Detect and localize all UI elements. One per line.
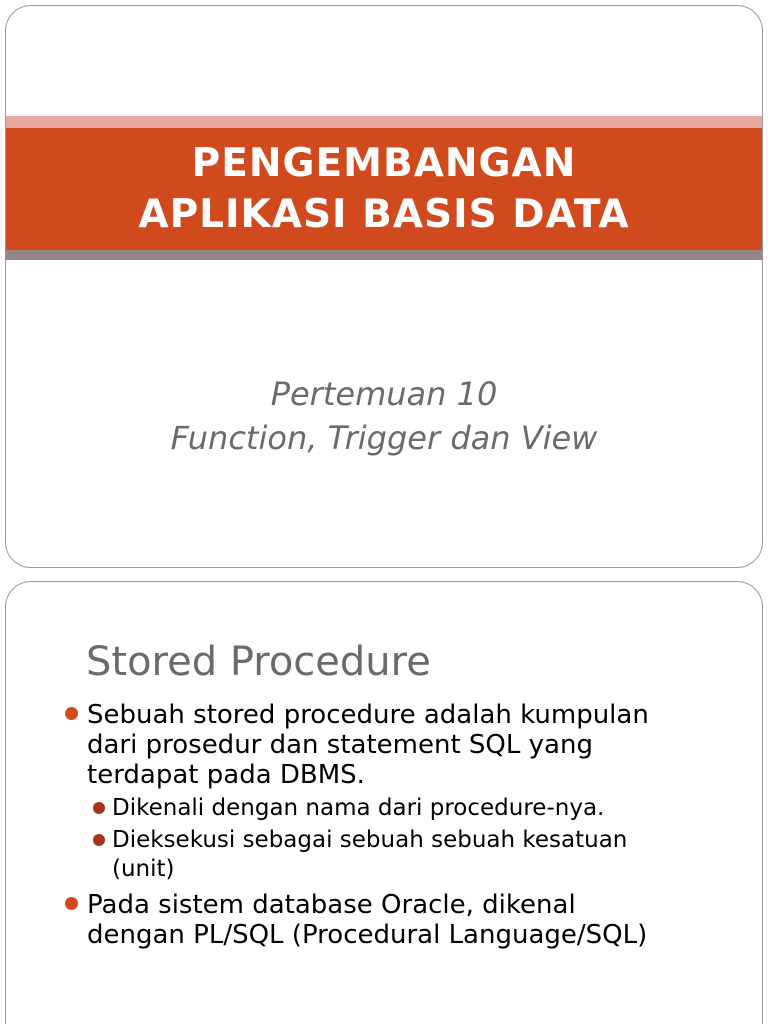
sub-bullet-list [6, 794, 763, 884]
sub-bullet-dot-icon [93, 802, 105, 814]
subtitle-line-2: Function, Trigger dan View [170, 419, 598, 457]
bullet-list [6, 700, 763, 952]
subtitle [6, 372, 762, 460]
bullet-line: terdapat pada DBMS. [87, 760, 365, 790]
sub-bullet-line: (unit) [112, 856, 175, 882]
content-slide[interactable] [5, 581, 763, 1024]
title-slide[interactable] [5, 5, 763, 568]
title-band-shadow [6, 250, 762, 260]
slide-heading: Stored Procedure [86, 639, 431, 685]
bullet-line: Pada sistem database Oracle, dikenal [87, 890, 576, 920]
bullet-dot-icon [65, 707, 78, 720]
sub-bullet-line: Dieksekusi sebagai sebuah sebuah kesatuan [112, 827, 628, 853]
bullet-item [6, 890, 763, 950]
title-band-highlight [6, 116, 762, 128]
subtitle-line-1: Pertemuan 10 [270, 375, 498, 413]
bullet-line: dari prosedur dan statement SQL yang [87, 730, 593, 760]
sub-bullet-line: Dikenali dengan nama dari procedure-nya. [112, 795, 605, 821]
sub-bullet-item [6, 826, 763, 884]
title-band [6, 128, 762, 250]
bullet-line: Sebuah stored procedure adalah kumpulan [87, 700, 649, 730]
sub-bullet-item [6, 794, 763, 823]
title-line-2: APLIKASI BASIS DATA [138, 192, 630, 237]
bullet-line: dengan PL/SQL (Procedural Language/SQL) [87, 920, 648, 950]
title-line-1: PENGEMBANGAN [191, 141, 577, 186]
bullet-dot-icon [65, 897, 78, 910]
bullet-item [6, 700, 763, 790]
sub-bullet-dot-icon [93, 834, 105, 846]
